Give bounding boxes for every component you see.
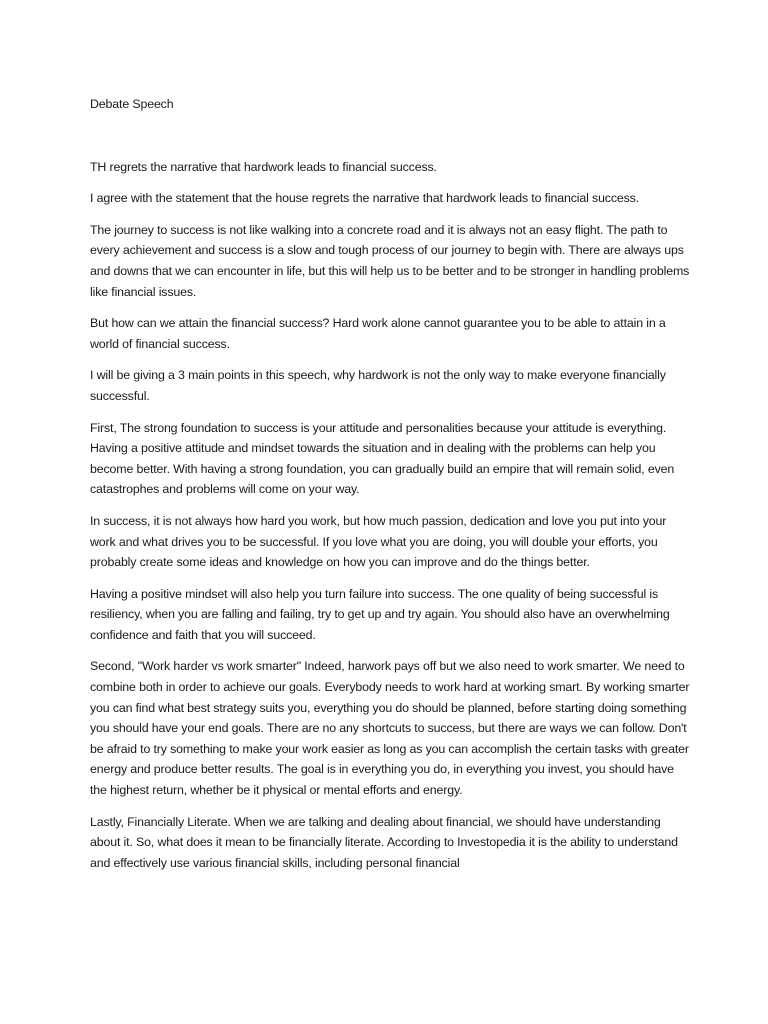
paragraph-stance: I agree with the statement that the house regrets the narrative that hardwork leads to financial success. xyxy=(90,191,640,206)
document-body xyxy=(90,94,690,884)
paragraph-main-points: I will be giving a 3 main points in this speech, why hardwork is not the only way to make everyone financially successful. xyxy=(90,368,666,403)
document-title: Debate Speech xyxy=(90,97,174,111)
paragraph-second-point: Second, "Work harder vs work smarter" Indeed, harwork pays off but we also need to work smarter. We need to combine both in order to achieve our goals. Everybody needs to work hard at working smart. By working smarter you can find what best strategy suits you, everything you do should be planned, before starting doing something you should have your end goals. There are no any shortcuts to success, but there are ways we can follow. Don't be afraid to try something to make your work easier as long as you can accomplish the certain tasks with greater energy and produce better results. The goal is in everything you do, in everything you invest, you should have the highest return, whether be it physical or mental efforts and energy. xyxy=(90,659,690,798)
paragraph-mindset: Having a positive mindset will also help you turn failure into success. The one quality of being successful is resiliency, when you are falling and failing, try to get up and try again. You should also have an overwhelming confidence and faith that you will succeed. xyxy=(90,586,670,642)
paragraph-journey: The journey to success is not like walking into a concrete road and it is always not an easy flight. The path to every achievement and success is a slow and tough process of our journey to begin with. There are always ups and downs that we can encounter in life, but this will help us to be better and to be stronger in handling problems like financial issues. xyxy=(90,222,690,299)
paragraph-passion: In success, it is not always how hard you work, but how much passion, dedication and love you put into your work and what drives you to be successful. If you love what you are doing, you will double your efforts, you probably create some ideas and knowledge on how you can improve and do the things better. xyxy=(90,513,667,570)
paragraph-first-point: First, The strong foundation to success is your attitude and personalities because your attitude is everything. Having a positive attitude and mindset towards the situation and in dealing with the problems can help you become better. With having a strong foundation, you can gradually build an empire that will remain solid, even catastrophes and problems will come on your way. xyxy=(90,420,675,497)
paragraph-question: But how can we attain the financial success? Hard work alone cannot guarantee you to be able to attain in a world of financial success. xyxy=(90,316,666,351)
paragraph-motion: TH regrets the narrative that hardwork leads to financial success. xyxy=(90,159,437,174)
paragraph-third-point: Lastly, Financially Literate. When we are talking and dealing about financial, we should have understanding about it. So, what does it mean to be financially literate. According to Investopedia it is the ability to understand and effectively use various financial skills, including personal financial xyxy=(90,814,678,870)
